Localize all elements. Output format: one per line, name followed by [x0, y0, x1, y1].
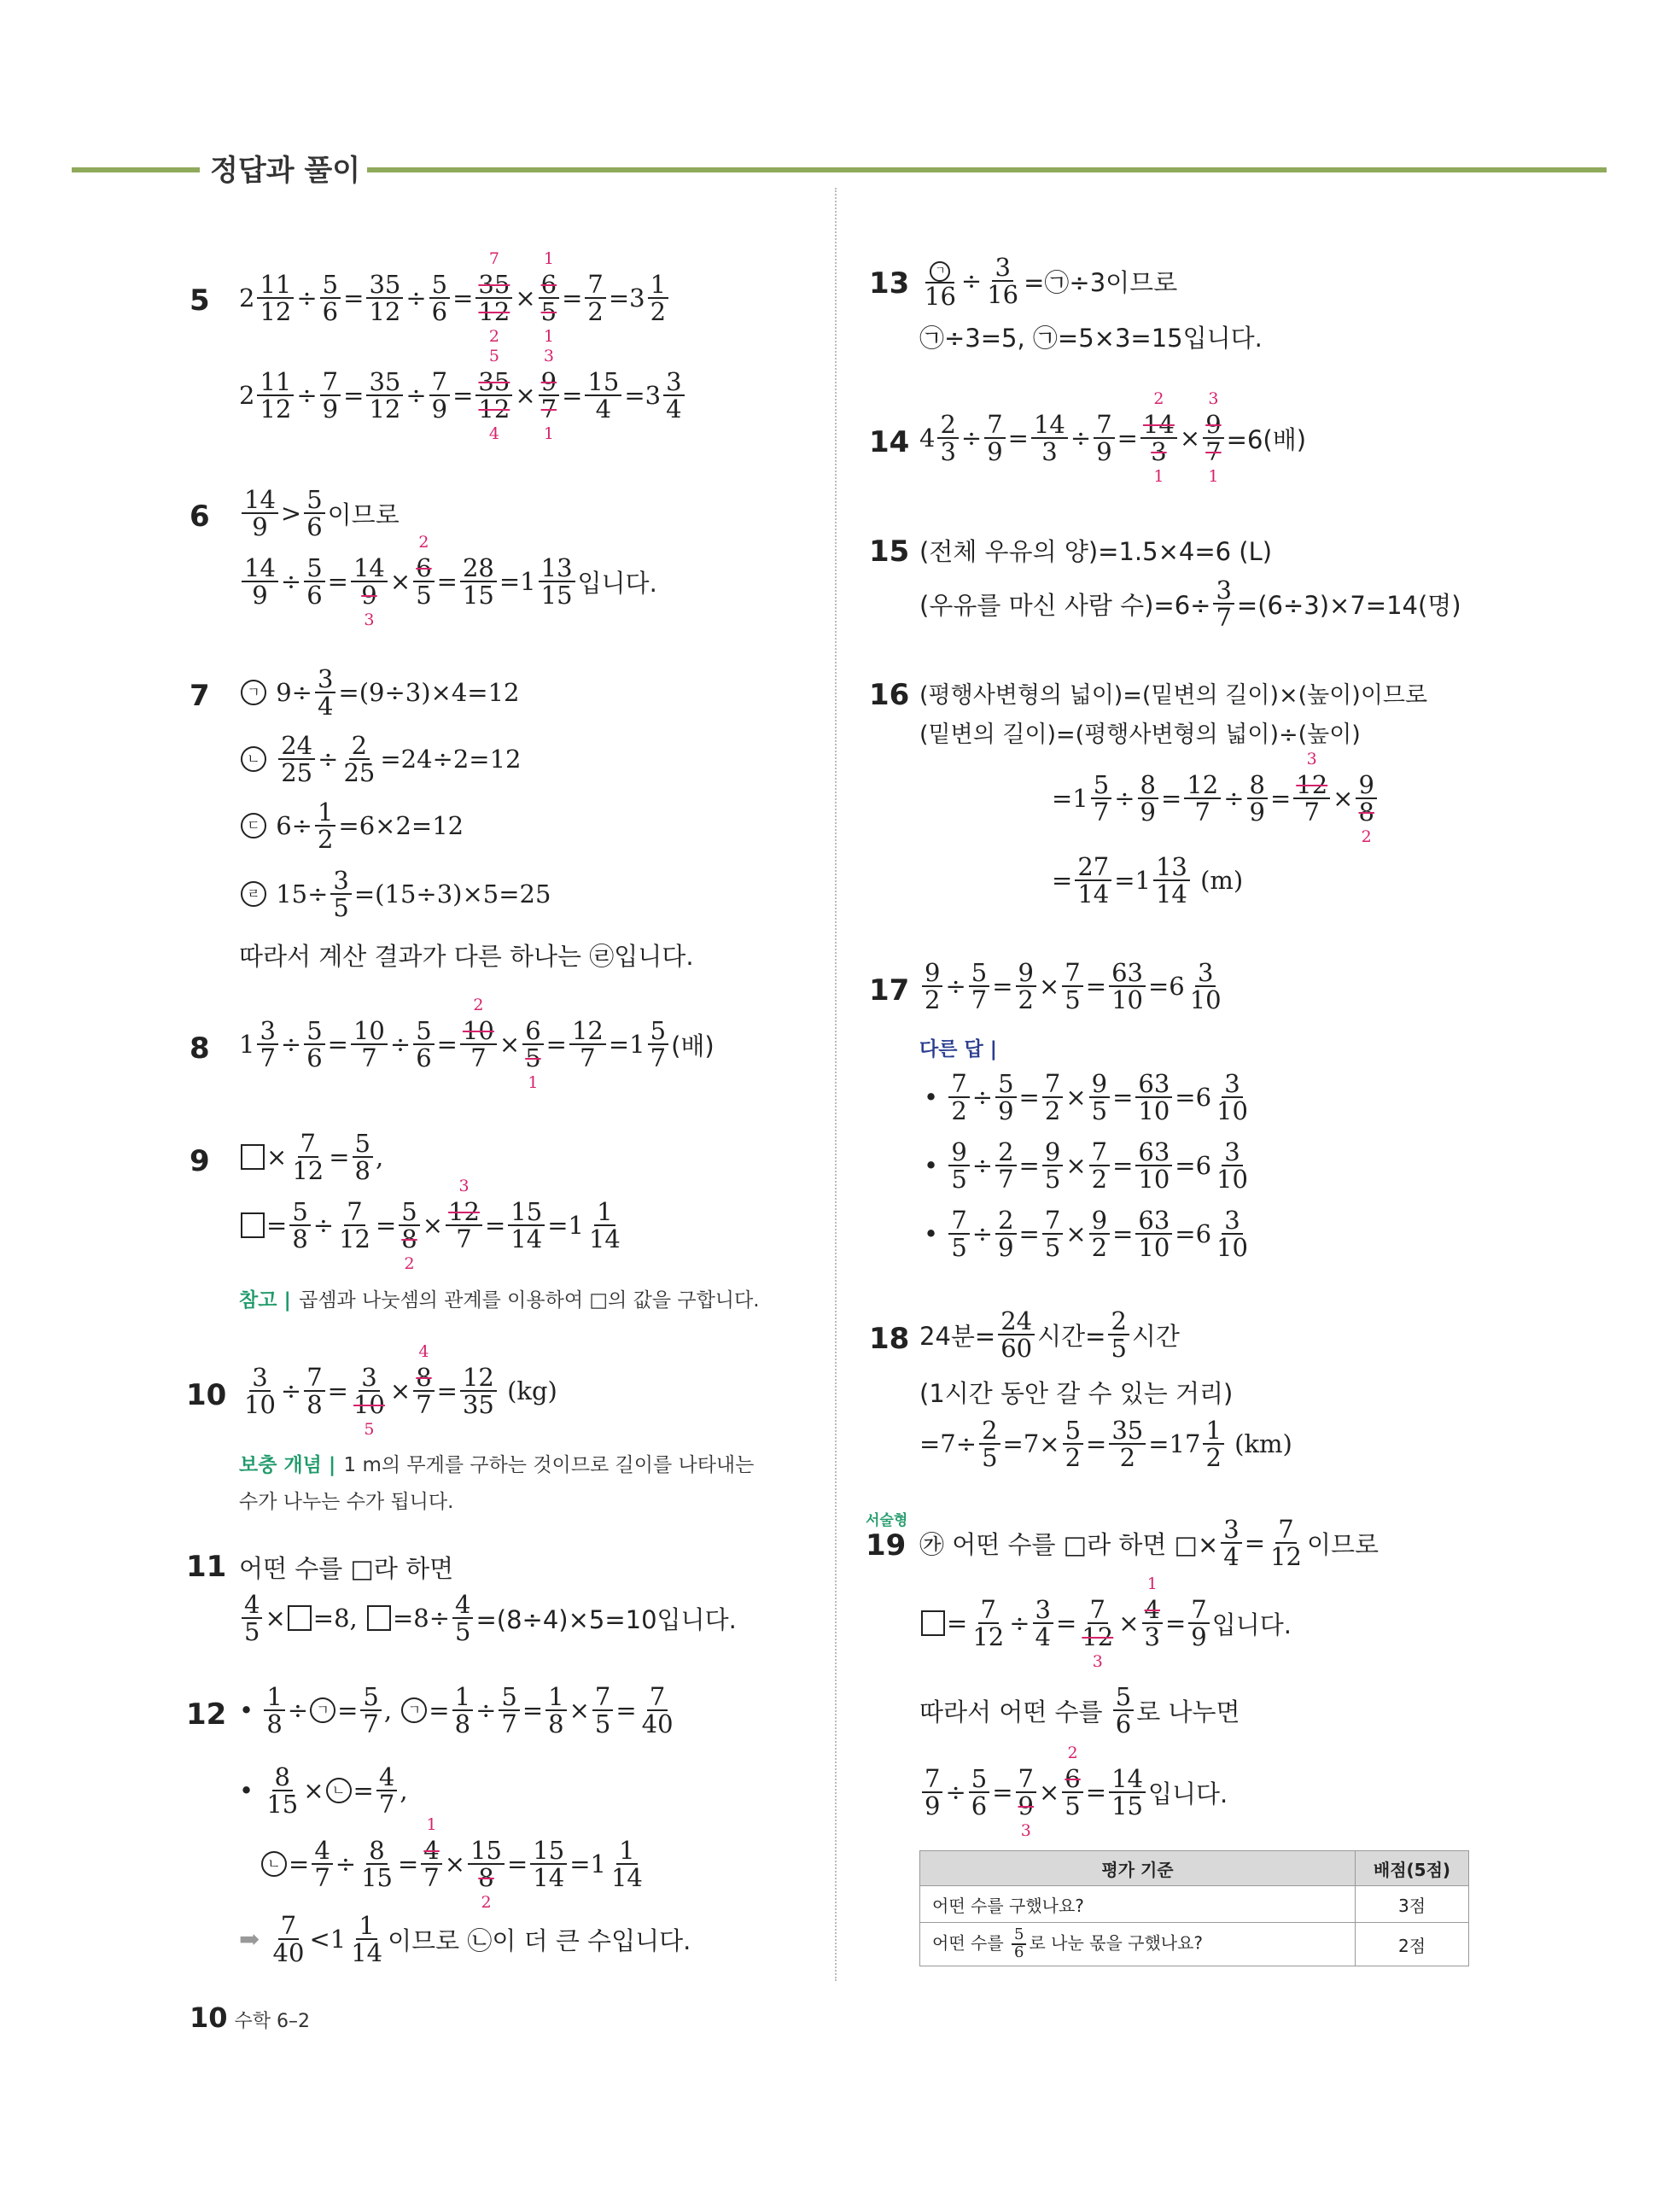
label-c-icon: ㄷ	[241, 813, 266, 838]
problem-15-text-a: (우유를 마신 사람 수)=6÷	[919, 590, 1211, 620]
problem-9-line-2: = $\frac{5}{8}$ ÷ $\frac{7}{12}$ = 5 8 2 × 3 12 7 = $\frac{15}{14}$ =1 $\frac{1}{14}$	[239, 1199, 626, 1253]
problem-11-line-1: 어떤 수를 □라 하면	[239, 1554, 454, 1583]
problem-18-text-b: 시간=	[1037, 1321, 1106, 1351]
problem-18-text-c: 시간	[1131, 1321, 1180, 1351]
problem-15-line-1: (전체 우유의 양)=1.5×4=6 (L)	[919, 537, 1273, 566]
problem-17-line-1: $\frac{9}{2}$ ÷ $\frac{5}{7}$ = $\frac{9}{2}$ × $\frac{7}{5}$ = $\frac{63}{10}$ =6 $\frac{3}{10}$	[919, 960, 1227, 1014]
problem-19-text-e: 로 나누면	[1136, 1697, 1240, 1727]
problem-18-line-3: =7÷ $\frac{2}{5}$ =7× $\frac{5}{2}$ = $\frac{35}{2}$ =17 $\frac{1}{2}$ (km)	[919, 1416, 1292, 1473]
problem-19-text-f: 입니다.	[1147, 1779, 1228, 1808]
problem-19-line-2: = $\frac{7}{12}$ ÷ $\frac{3}{4}$ = 7 12 3 × 1 4 3 = $\frac{7}{9}$ 입니다.	[919, 1597, 1292, 1651]
problem-17-alt-1: • $\frac{7}{2}$ ÷ $\frac{5}{9}$ = $\frac{7}{2}$ × $\frac{9}{5}$ = $\frac{63}{10}$ =6 $\frac{3}{10}$	[924, 1069, 1248, 1126]
table-row	[920, 1886, 1469, 1923]
note-text: 1 m의 무게를 구하는 것이므로 길이를 나타내는	[343, 1453, 755, 1476]
problem-6-text-2: 입니다.	[577, 568, 657, 598]
problem-14-number: 14	[869, 425, 910, 459]
table-header: 배점(5점)	[1356, 1851, 1469, 1886]
problem-5-number: 5	[190, 283, 210, 318]
criteria-text-a: 어떤 수를	[932, 1932, 1004, 1954]
problem-19-text-b: 이므로	[1306, 1529, 1380, 1559]
table-row	[920, 1923, 1469, 1966]
problem-18-line-1: 24분= $\frac{24}{60}$ 시간= $\frac{2}{5}$ 시간	[919, 1306, 1180, 1364]
arrow-right-icon: ➡	[239, 1925, 260, 1954]
problem-14-line-1: 4 $\frac{2}{3}$ ÷ $\frac{7}{9}$ = $\frac{14}{3}$ ÷ $\frac{7}{9}$ = 2 14 3 1 × 3 9 7 1 =6(배)	[919, 389, 1307, 486]
problem-12-line-1: • $\frac{1}{8}$ ÷ ㄱ = $\frac{5}{7}$ , ㄱ = $\frac{1}{8}$ ÷ $\frac{5}{7}$ = $\frac{1}{8}$ × $\frac{7}{5}$ = $\frac{7}{40}$	[239, 1682, 674, 1739]
problem-18-text-a: 24분=	[919, 1321, 996, 1351]
note-label: 참고 |	[239, 1288, 291, 1312]
problem-7-line-2: ㄴ $\frac{24}{25}$ ÷ $\frac{2}{25}$ =24÷2=12	[239, 733, 522, 786]
blank-box	[241, 1212, 265, 1238]
blank-box	[921, 1610, 945, 1636]
problem-11-line-2: $\frac{4}{5}$ × =8, =8÷ $\frac{4}{5}$ =(8÷4)×5=10입니다.	[239, 1592, 737, 1645]
problem-7-conclusion: 따라서 계산 결과가 다른 하나는 ㉣입니다.	[239, 942, 694, 971]
header-rule-left	[72, 167, 200, 172]
table-header: 평가 기준	[920, 1851, 1356, 1886]
problem-7-line-3: ㄷ 6÷ $\frac{1}{2}$ =6×2=12	[239, 799, 464, 853]
book-subject: 수학 6–2	[234, 2011, 311, 2032]
problem-12-line-3: ㄴ = $\frac{4}{7}$ ÷ $\frac{8}{15}$ = 1 4 7 × 15 8 2 = $\frac{15}{14}$ =1 $\frac{1}{14}$	[260, 1838, 648, 1891]
page-number: 10	[190, 2001, 228, 2034]
problem-12-conclusion: ➡ $\frac{7}{40}$ <1 $\frac{1}{14}$ 이므로 ㉡이 더 큰 수입니다.	[239, 1911, 691, 1968]
table-header-row	[920, 1851, 1469, 1886]
problem-19-line-3: 따라서 어떤 수를 $\frac{5}{6}$ 로 나누면	[919, 1682, 1240, 1739]
blank-box	[288, 1605, 312, 1631]
problem-17-alt-3: • $\frac{7}{5}$ ÷ $\frac{2}{9}$ = $\frac{7}{5}$ × $\frac{9}{2}$ = $\frac{63}{10}$ =6 $\frac{3}{10}$	[924, 1206, 1248, 1263]
note-label: 보충 개념 |	[239, 1453, 336, 1476]
problem-19-text-a: ㉮ 어떤 수를 □라 하면 □×	[919, 1529, 1219, 1559]
problem-16-line-3: =1 $\frac{5}{7}$ ÷ $\frac{8}{9}$ = $\frac{12}{7}$ ÷ $\frac{8}{9}$ = 3 12 7 × 9 8 2	[1052, 772, 1380, 826]
problem-19-line-1: ㉮ 어떤 수를 □라 하면 □× $\frac{3}{4}$ = $\frac{7}{12}$ 이므로	[919, 1515, 1380, 1572]
problem-13-line-2: ㉠÷3=5, ㉠=5×3=15입니다.	[919, 324, 1263, 353]
problem-11-number: 11	[186, 1550, 227, 1584]
problem-11-text: =(8÷4)×5=10입니다.	[475, 1604, 737, 1634]
problem-8-number: 8	[190, 1031, 210, 1066]
blank-box	[241, 1144, 265, 1170]
problem-6-line-1: $\frac{14}{9}$ > $\frac{5}{6}$ 이므로	[239, 487, 400, 540]
problem-13-text-1: =㉠÷3이므로	[1024, 267, 1178, 297]
problem-12-text: 이므로 ㉡이 더 큰 수입니다.	[388, 1925, 691, 1955]
problem-9-number: 9	[190, 1144, 210, 1178]
problem-16-line-1: (평행사변형의 넓이)=(밑변의 길이)×(높이)이므로	[919, 682, 1428, 709]
label-b-icon: ㄴ	[241, 746, 266, 772]
problem-5-line-1: 2 $\frac{11}{12}$ ÷ $\frac{5}{6}$ = $\frac{35}{12}$ ÷ $\frac{5}{6}$ = 7 35 12 2 × 1 6 5 1 = $\frac{7}{2}$ =3 $\frac{1}{2}$	[239, 272, 671, 325]
problem-13-number: 13	[869, 266, 910, 301]
alt-answer-label: 다른 답 |	[919, 1038, 998, 1060]
label-a-icon: ㄱ	[241, 680, 266, 705]
label-d-icon: ㄹ	[241, 881, 266, 907]
problem-6-number: 6	[190, 500, 210, 534]
problem-16-line-2: (밑변의 길이)=(평행사변형의 넓이)÷(높이)	[919, 722, 1361, 748]
problem-19-line-4: $\frac{7}{9}$ ÷ $\frac{5}{6}$ = 7 9 3 × 2 6 5 = $\frac{14}{15}$ 입니다.	[919, 1766, 1228, 1820]
problem-10-number: 10	[186, 1378, 227, 1412]
problem-18-number: 18	[869, 1322, 910, 1356]
scoring-criteria-table	[919, 1850, 1469, 1966]
blank-box	[367, 1605, 391, 1631]
problem-7-line-4: ㄹ 15÷ $\frac{3}{5}$ =(15÷3)×5=25	[239, 868, 551, 921]
problem-10-line-1: $\frac{3}{10}$ ÷ $\frac{7}{8}$ = 3 10 5 × 4 8 7 = $\frac{12}{35}$ (kg)	[244, 1342, 557, 1439]
problem-15-number: 15	[869, 535, 910, 569]
note-text: 곱셈과 나눗셈의 관계를 이용하여 □의 값을 구합니다.	[299, 1288, 760, 1312]
problem-9-note	[239, 1283, 760, 1312]
problem-15-line-2: (우유를 마신 사람 수)=6÷ $\frac{3}{7}$ =(6÷3)×7=14(명)	[919, 576, 1461, 633]
problem-7-line-1: ㄱ 9÷ $\frac{3}{4}$ =(9÷3)×4=12	[239, 666, 520, 720]
descriptive-tag: 서술형	[866, 1512, 908, 1529]
problem-17-alt-2: • $\frac{9}{5}$ ÷ $\frac{2}{7}$ = $\frac{9}{5}$ × $\frac{7}{2}$ = $\frac{63}{10}$ =6 $\frac{3}{10}$	[924, 1137, 1248, 1195]
problem-16-line-4: = $\frac{27}{14}$ =1 $\frac{13}{14}$ (m)	[1052, 852, 1244, 909]
problem-19-number: 19	[866, 1528, 907, 1563]
problem-15-text-b: =(6÷3)×7=14(명)	[1236, 590, 1461, 620]
problem-16-unit: (m)	[1200, 866, 1244, 896]
problem-7-number: 7	[190, 679, 210, 713]
problem-10-note-1	[239, 1448, 754, 1477]
problem-6-text-1: 이므로	[327, 500, 400, 529]
problem-14-result: =6(배)	[1226, 424, 1307, 454]
table-cell: 어떤 수를 $\frac{5}{6}$ 로 나눈 몫을 구했나요?	[920, 1923, 1356, 1966]
problem-17-number: 17	[869, 973, 910, 1008]
problem-8-line-1: 1 $\frac{3}{7}$ ÷ $\frac{5}{6}$ = $\frac{10}{7}$ ÷ $\frac{5}{6}$ = 2 10 7 × 6 5 1 = $\frac{12}{7}$ =1 $\frac{5}{7}$ (배)	[239, 996, 715, 1092]
problem-19-text-c: 입니다.	[1211, 1610, 1292, 1639]
problem-16-number: 16	[869, 678, 910, 712]
problem-13-line-1: $\frac{\text{ㄱ}}{16}$ ÷ $\frac{3}{16}$ =㉠÷3이므로	[925, 252, 1178, 311]
problem-12-number: 12	[186, 1697, 227, 1732]
problem-18-unit: (km)	[1234, 1429, 1292, 1459]
table-cell: 어떤 수를 구했나요?	[920, 1886, 1356, 1923]
problem-10-note-2: 수가 나누는 수가 됩니다.	[239, 1491, 454, 1513]
page-title: 정답과 풀이	[203, 147, 367, 189]
page-footer	[190, 2001, 310, 2034]
table-cell: 3점	[1356, 1886, 1469, 1923]
problem-9-line-1: × $\frac{7}{12}$ = $\frac{5}{8}$ ,	[239, 1131, 383, 1184]
problem-12-line-2: • $\frac{8}{15}$ × ㄴ = $\frac{4}{7}$ ,	[239, 1762, 408, 1820]
column-divider	[835, 188, 837, 1981]
problem-6-line-2: $\frac{14}{9}$ ÷ $\frac{5}{6}$ = 14 9 3 × 2 6 5 = $\frac{28}{15}$ =1 $\frac{13}{15}$ 입니다.	[239, 555, 657, 609]
problem-5-line-2: 2 $\frac{11}{12}$ ÷ $\frac{7}{9}$ = $\frac{35}{12}$ ÷ $\frac{7}{9}$ = 5 35 12 4 × 3 9 7 1 = $\frac{15}{4}$ =3 $\frac{3}{4}$	[239, 369, 687, 423]
problem-18-line-2: (1시간 동안 갈 수 있는 거리)	[919, 1379, 1234, 1408]
table-cell: 2점	[1356, 1923, 1469, 1966]
problem-19-text-d: 따라서 어떤 수를	[919, 1697, 1103, 1727]
problem-8-unit: (배)	[671, 1031, 715, 1060]
criteria-text-b: 로 나눈 몫을 구했나요?	[1029, 1932, 1204, 1954]
problem-10-unit: (kg)	[507, 1376, 557, 1406]
header-rule-right	[352, 167, 1607, 172]
